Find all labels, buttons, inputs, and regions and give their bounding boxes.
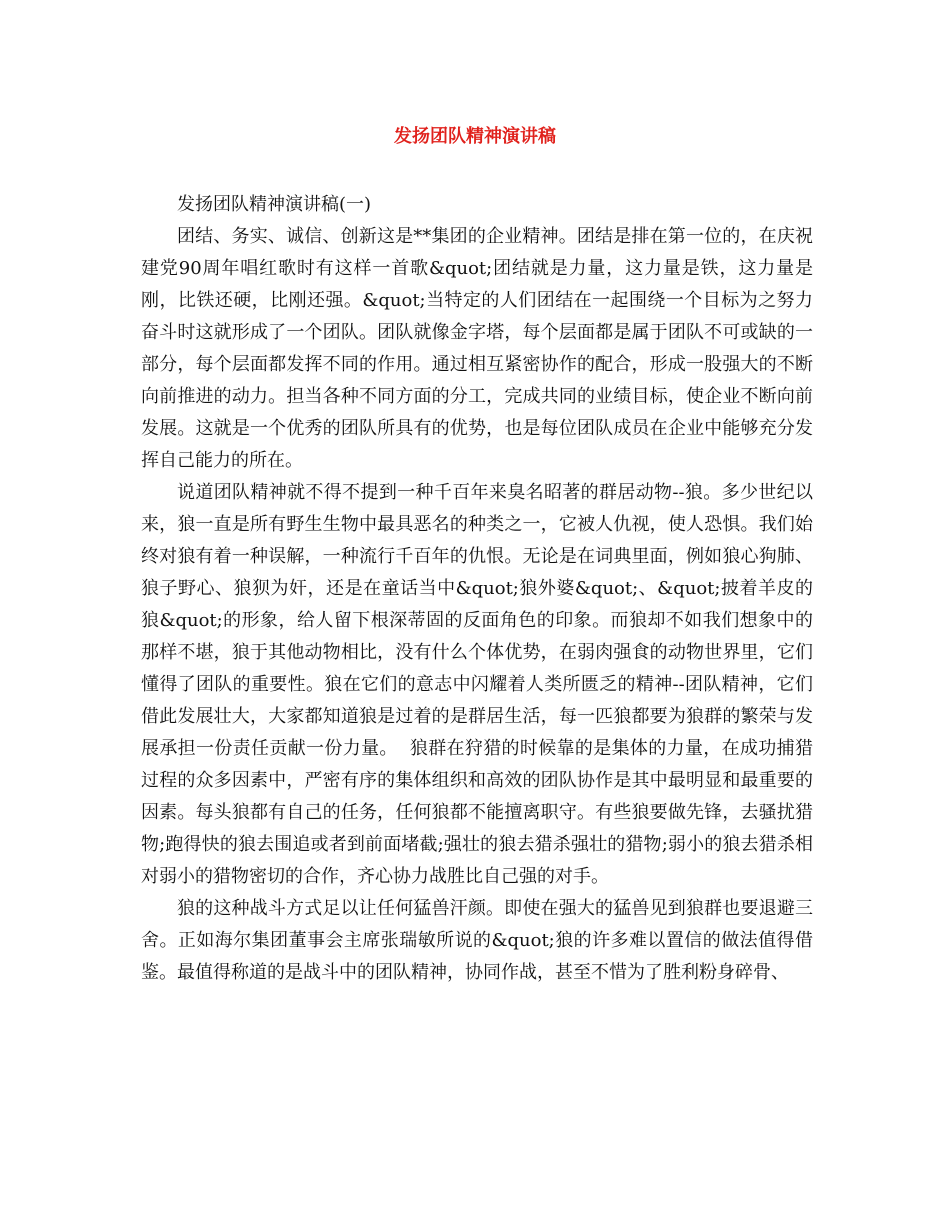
paragraph: 说道团队精神就不得不提到一种千百年来臭名昭著的群居动物--狼。多少世纪以来，狼一直是所有野生生物中最具恶名的种类之一，它被人仇视，使人恐惧。我们始终对狼有着一种误解，一种流行千百年的仇恨。无论是在词典里面，例如狼心狗肺、狼子野心、狼狈为奸，还是在童话当中&quot;狼外婆&quot;、&quot;披着羊皮的狼&quot;的形象，给人留下根深蒂固的反面角色的印象。而狼却不如我们想象中的那样不堪，狼于其他动物相比，没有什么个体优势，在弱肉强食的动物世界里，它们懂得了团队的重要性。狼在它们的意志中闪耀着人类所匮乏的精神--团队精神，它们借此发展壮大，大家都知道狼是过着的是群居生活，每一匹狼都要为狼群的繁荣与发展承担一份责任贡献一份力量。 狼群在狩猎的时候靠的是集体的力量，在成功捕猎过程的众多因素中，严密有序的集体组织和高效的团队协作是其中最明显和最重要的因素。每头狼都有自己的任务，任何狼都不能擅离职守。有些狼要做先锋，去骚扰猎物;跑得快的狼去围追或者到前面堵截;强壮的狼去猎杀强壮的猎物;弱小的狼去猎杀相对弱小的猎物密切的合作，齐心协力战胜比自己强的对手。: [141, 482, 813, 887]
document-title: 发扬团队精神演讲稿: [394, 126, 556, 147]
paragraph: 狼的这种战斗方式足以让任何猛兽汗颜。即使在强大的猛兽见到狼群也要退避三舍。正如海尔集团董事会主席张瑞敏所说的&quot;狼的许多难以置信的做法值得借鉴。最值得称道的是战斗中的团队精神，协同作战，甚至不惜为了胜利粉身碎骨、: [141, 898, 813, 983]
paragraph-heading: 发扬团队精神演讲稿(一): [177, 194, 372, 215]
paragraph: 团结、务实、诚信、创新这是**集团的企业精神。团结是排在第一位的，在庆祝建党90周年唱红歌时有这样一首歌&quot;团结就是力量，这力量是铁，这力量是刚，比铁还硬，比刚还强。&quot;当特定的人们团结在一起围绕一个目标为之努力奋斗时这就形成了一个团队。团队就像金字塔，每个层面都是属于团队不可或缺的一部分，每个层面都发挥不同的作用。通过相互紧密协作的配合，形成一股强大的不断向前推进的动力。担当各种不同方面的分工，完成共同的业绩目标，使企业不断向前发展。这就是一个优秀的团队所具有的优势，也是每位团队成员在企业中能够充分发挥自己能力的所在。: [141, 226, 813, 471]
document-body: [141, 189, 813, 989]
